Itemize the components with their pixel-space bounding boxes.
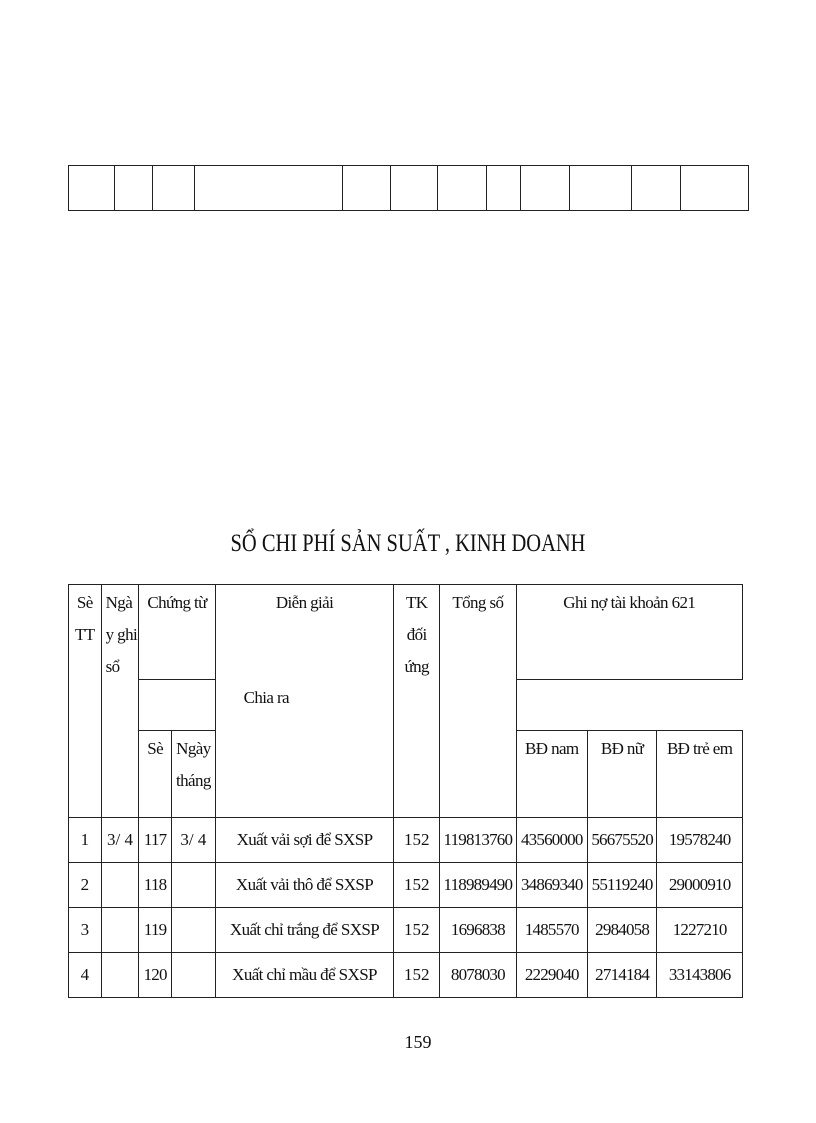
empty-cell (570, 166, 631, 211)
header-ngay-ghi-so: Ngà y ghi sổ (101, 585, 139, 818)
cell-so: 120 (139, 953, 172, 998)
cell-so: 117 (139, 818, 172, 863)
ledger-title: SỔ CHI PHÍ SẢN SUẤT , KINH DOANH (230, 530, 586, 557)
cell-bd-nu: 55119240 (587, 863, 656, 908)
header-tk-doi-ung: TK đối ứng (394, 585, 440, 818)
header-bd-tre-em: BĐ trẻ em (657, 731, 743, 818)
empty-cell (631, 166, 680, 211)
empty-top-table (68, 165, 749, 211)
empty-cell (487, 166, 521, 211)
cell-stt: 2 (69, 863, 102, 908)
empty-cell (438, 166, 487, 211)
cell-bd-nam: 34869340 (516, 863, 587, 908)
header-bd-nu: BĐ nữ (587, 731, 656, 818)
cell-tong-so: 8078030 (440, 953, 516, 998)
cell-ngay-ghi-so (101, 953, 139, 998)
cell-tong-so: 118989490 (440, 863, 516, 908)
header-bd-nam: BĐ nam (516, 731, 587, 818)
cell-ngay-thang (171, 953, 215, 998)
table-row (69, 818, 743, 863)
cell-tk: 152 (394, 908, 440, 953)
cell-bd-tre-em: 1227210 (657, 908, 743, 953)
cell-dien-giai: Xuất vải sợi để SXSP (215, 818, 393, 863)
table-row (69, 953, 743, 998)
cell-stt: 3 (69, 908, 102, 953)
cell-so: 119 (139, 908, 172, 953)
header-ghi-no: Ghi nợ tài khoản 621 (516, 585, 742, 680)
cell-stt: 1 (69, 818, 102, 863)
empty-cell (195, 166, 343, 211)
cell-tk: 152 (394, 863, 440, 908)
header-row-1 (69, 585, 743, 680)
page-number: 159 (404, 1032, 432, 1052)
header-chia-ra: Chia ra (139, 680, 394, 731)
cell-dien-giai: Xuất chỉ mầu để SXSP (215, 953, 393, 998)
cell-ngay-thang (171, 863, 215, 908)
cell-stt: 4 (69, 953, 102, 998)
header-chung-tu: Chứng từ (139, 585, 215, 680)
empty-cell (520, 166, 569, 211)
cell-bd-nu: 2714184 (587, 953, 656, 998)
cell-dien-giai: Xuất vải thô để SXSP (215, 863, 393, 908)
cell-ngay-thang (171, 908, 215, 953)
header-tong-so: Tổng số (440, 585, 516, 818)
empty-cell (343, 166, 390, 211)
cell-bd-nam: 1485570 (516, 908, 587, 953)
cell-tong-so: 1696838 (440, 908, 516, 953)
header-so: Sè (139, 731, 172, 818)
table-row (69, 908, 743, 953)
cell-so: 118 (139, 863, 172, 908)
empty-cell (115, 166, 153, 211)
cell-bd-nam: 43560000 (516, 818, 587, 863)
empty-cell (390, 166, 437, 211)
header-stt: Sè TT (69, 585, 102, 818)
cell-bd-tre-em: 29000910 (657, 863, 743, 908)
cell-bd-nu: 2984058 (587, 908, 656, 953)
cell-ngay-ghi-so (101, 908, 139, 953)
cell-ngay-ghi-so (101, 863, 139, 908)
cell-bd-nu: 56675520 (587, 818, 656, 863)
table-row (69, 863, 743, 908)
cell-dien-giai: Xuất chỉ trắng để SXSP (215, 908, 393, 953)
empty-top-row (69, 166, 749, 211)
cell-tk: 152 (394, 818, 440, 863)
cell-bd-tre-em: 33143806 (657, 953, 743, 998)
cell-ngay-thang: 3/ 4 (171, 818, 215, 863)
header-dien-giai: Diễn giải (215, 585, 393, 818)
cell-ngay-ghi-so: 3/ 4 (101, 818, 139, 863)
header-ngay-thang: Ngày tháng (171, 731, 215, 818)
ledger-table (68, 584, 743, 998)
empty-cell (152, 166, 194, 211)
empty-cell (680, 166, 748, 211)
empty-cell (69, 166, 115, 211)
cell-bd-tre-em: 19578240 (657, 818, 743, 863)
cell-tong-so: 119813760 (440, 818, 516, 863)
cell-bd-nam: 2229040 (516, 953, 587, 998)
cell-tk: 152 (394, 953, 440, 998)
